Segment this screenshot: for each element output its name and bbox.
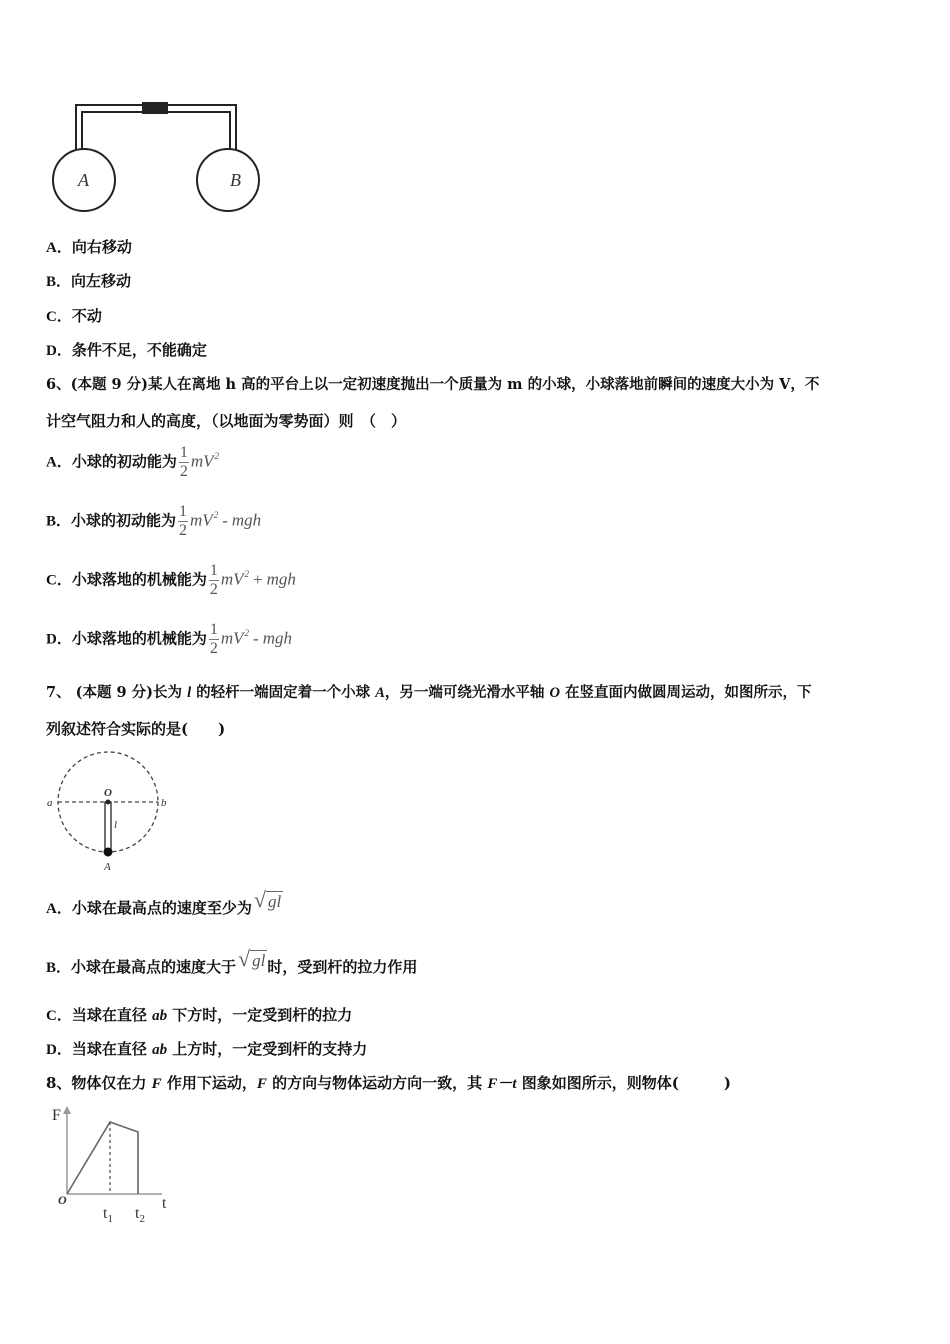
sqrt-expression: √ gl xyxy=(238,946,266,971)
q7-option-b: B．小球在最高点的速度大于√ gl 时，受到杆的拉力作用 xyxy=(46,946,418,976)
label-b: B xyxy=(230,170,241,190)
bulb-b xyxy=(197,149,259,211)
y-label: F xyxy=(52,1107,61,1124)
rod xyxy=(105,802,111,852)
label-o: O xyxy=(104,787,112,799)
origin-label: O xyxy=(58,1193,67,1207)
fraction: $\frac{1}{2}$ xyxy=(179,444,188,480)
x-label: t xyxy=(162,1195,167,1212)
t2-label: $t_2$ xyxy=(135,1205,145,1225)
fraction: $\frac{1}{2}$ xyxy=(209,562,218,598)
q7-stem-line2: 列叙述符合实际的是( ) xyxy=(46,720,226,738)
q6-option-c: C．小球落地的机械能为 $\frac{1}{2}$ $mV^2$ + mgh xyxy=(46,562,296,598)
q6-option-b: B．小球的初动能为 $\frac{1}{2}$ $mV^2$ - mgh xyxy=(46,503,262,539)
fraction: $\frac{1}{2}$ xyxy=(209,621,218,657)
q7-option-d: D．当球在直径 ab 上方时，一定受到杆的支持力 xyxy=(46,1040,368,1058)
pivot-o xyxy=(106,800,111,805)
t1-label: $t_1$ xyxy=(103,1205,113,1225)
q5-option-a: A．向右移动 xyxy=(46,238,132,256)
q7-option-c: C．当球在直径 ab 下方时，一定受到杆的拉力 xyxy=(46,1006,353,1024)
fraction: $\frac{1}{2}$ xyxy=(179,503,188,539)
q5-option-b: B．向左移动 xyxy=(46,272,132,290)
mercury-plug xyxy=(142,102,168,114)
rod-circle-figure xyxy=(44,750,174,874)
q6-option-d: D．小球落地的机械能为 $\frac{1}{2}$ $mV^2$ - mgh xyxy=(46,621,292,657)
q6-option-a: A．小球的初动能为 $\frac{1}{2}$ $mV^2$ xyxy=(46,444,220,480)
y-axis-arrow xyxy=(63,1106,71,1114)
label-ball: A xyxy=(104,861,111,873)
label-b-point: b xyxy=(161,797,167,809)
q8-stem: 8、物体仅在力 F 作用下运动，F 的方向与物体运动方向一致，其 F－t 图象如图所示，则物体( ) xyxy=(46,1074,731,1092)
q7-stem-line1: 7、 (本题 9 分)长为 l 的轻杆一端固定着一个小球 A，另一端可绕光滑水平轴 O 在竖直面内做圆周运动，如图所示，下 xyxy=(46,684,812,701)
force-time-graph xyxy=(50,1104,190,1230)
tubes-figure xyxy=(40,96,280,220)
label-l: l xyxy=(114,819,118,831)
q5-option-c: C．不动 xyxy=(46,307,102,325)
sqrt-expression: √ gl xyxy=(253,887,282,912)
ball-a xyxy=(104,848,113,857)
force-curve xyxy=(67,1122,138,1194)
q7-option-a: A．小球在最高点的速度至少为√ gl xyxy=(46,887,282,917)
label-a-point: a xyxy=(47,797,53,809)
q6-stem-line2: 计空气阻力和人的高度，（以地面为零势面）则 （ ） xyxy=(46,412,407,430)
q5-option-d: D．条件不足，不能确定 xyxy=(46,341,207,359)
label-a: A xyxy=(78,170,89,190)
q6-stem-line1: 6、(本题 9 分)某人在离地 h 高的平台上以一定初速度抛出一个质量为 m 的小球，小球落地前瞬间的速度大小为 V，不 xyxy=(46,376,820,393)
